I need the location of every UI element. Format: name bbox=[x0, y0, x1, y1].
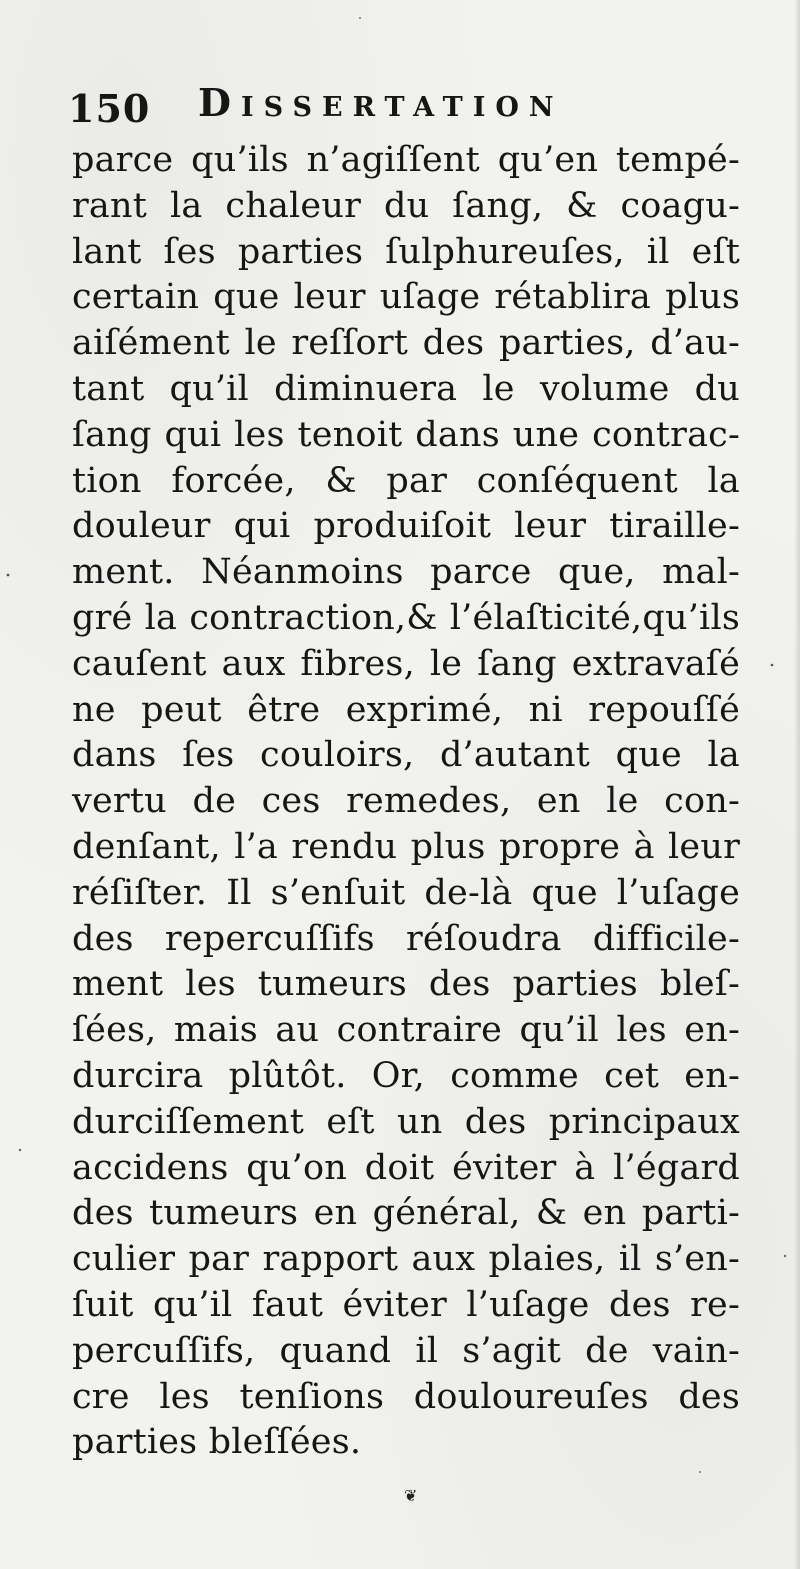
page-number: 150 bbox=[68, 86, 151, 131]
text-line: vertu de ces remedes, en le con- bbox=[72, 781, 740, 822]
footer-ornament: ❦ bbox=[404, 1486, 418, 1505]
text-line: denſant, l’a rendu plus propre à leur bbox=[72, 826, 740, 867]
running-title: Dissertation bbox=[198, 80, 564, 125]
text-line: tion forcée, & par conſéquent la bbox=[72, 460, 740, 501]
text-line: ſang qui les tenoit dans une contrac- bbox=[72, 414, 740, 455]
text-line: ſuit qu’il faut éviter l’uſage des re- bbox=[72, 1284, 740, 1325]
text-line: accidens qu’on doit éviter à l’égard bbox=[72, 1147, 740, 1188]
text-line: ment. Néanmoins parce que, mal- bbox=[72, 552, 740, 593]
text-line: douleur qui produiſoit leur tiraille- bbox=[72, 506, 740, 547]
text-line: durciſſement eſt un des principaux bbox=[72, 1101, 740, 1142]
text-line: parce qu’ils n’agiſſent qu’en tempé- bbox=[72, 140, 740, 180]
text-line: ne peut être exprimé, ni repouſſé bbox=[72, 689, 740, 730]
text-line: des tumeurs en général, & en parti- bbox=[72, 1193, 740, 1234]
text-line: cre les tenſions douloureuſes des bbox=[72, 1376, 740, 1417]
text-line: ſées, mais au contraire qu’il les en- bbox=[72, 1010, 740, 1051]
text-line: aiſément le reſſort des parties, d’au- bbox=[72, 323, 740, 364]
text-line: lant ſes parties ſulphureuſes, il eſt bbox=[72, 231, 740, 272]
text-line: tant qu’il diminuera le volume du bbox=[72, 368, 740, 409]
text-line: ment les tumeurs des parties bleſ- bbox=[72, 964, 740, 1005]
text-line: certain que leur uſage rétablira plus bbox=[72, 277, 740, 318]
text-line: percuſſifs, quand il s’agit de vain- bbox=[72, 1330, 740, 1371]
text-line: gré la contraction,& l’élaſticité,qu’ils bbox=[72, 597, 740, 638]
text-line: des repercuſſifs réſoudra difficile- bbox=[72, 918, 740, 959]
text-line: réſiſter. Il s’enſuit de-là que l’uſage bbox=[72, 872, 740, 913]
text-line-last: parties bleſſées. bbox=[72, 1422, 362, 1463]
text-line: dans ſes couloirs, d’autant que la bbox=[72, 735, 740, 776]
text-line: culier par rapport aux plaies, il s’en- bbox=[72, 1239, 740, 1280]
text-line: rant la chaleur du ſang, & coagu- bbox=[72, 185, 740, 226]
text-line: durcira plûtôt. Or, comme cet en- bbox=[72, 1055, 740, 1096]
text-line: cauſent aux fibres, le ſang extravaſé bbox=[72, 643, 740, 684]
